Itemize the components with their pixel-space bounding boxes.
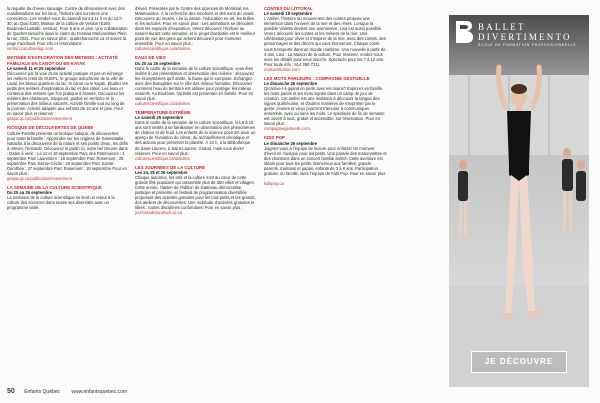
section-body: Dans le cadre de la semaine de la culture scientifique, les 6 à 10 ans sont invités à se familiariser en observation des phénomènes de chaleur et de froid. Les enfants de la science pourront avoir un aperçu de l'évolution du climat, du réchauffement climatique et des actions pour préserver la planète. À 10 h, à la Bibliothèque de Saint-Laurent, à Saint-Laurent. Gratuit, mais vous devez réserver. Pour en savoir plus : — [135, 120, 256, 156]
ballet-advertisement[interactable] — [449, 15, 589, 387]
section-semaine-culture — [7, 185, 128, 210]
section-link[interactable]: culturescientifique.ca/activites — [135, 155, 190, 161]
section-body: Joignez-vous à l'équipe de lecture pour enfants! Un moment d'éveil en musique pour les petits. Une parade des marionnettes et des chansons dans un concert familial animé. Cette aventure est idéale pour tous les petits. Bienvenue aux familles, grands-parents, mamans et papas, enfants de 3 à 8 ans. Participation gratuite, en famille, avec l'équipe de Kids Pop. Pour en savoir plus : — [264, 145, 387, 181]
section-date: Le dimanche 26 septembre — [264, 80, 318, 86]
section-date: Le samedi 25 septembre — [135, 115, 184, 121]
section-link[interactable]: kidspop.ca — [264, 181, 284, 187]
section-link[interactable]: culturescientifique.ca/activites — [135, 101, 190, 106]
section-metiers — [7, 55, 128, 121]
column-2-intro: d'éveil. Présentée par le Centre des sciences de Montréal, les Mauritanides. À la recherche des émotions et des sons du vivant. Découvrez au musée, Lire la nature, l'éducation en art, les bulles et les lectures. Pour en savoir plus : Les animations se déroulent dans les espaces d'exposition. Venez découvrir l'écriture au naturel durant cette semaine, et le projet d'activités est le meilleur point de vue des gens qui aiment découvrir pour s'amuser ensemble. Pour en savoir plus : — [135, 6, 256, 47]
section-date: Les 24, 25 et 26 septembre — [135, 169, 188, 175]
section-body: La Semaine de la culture scientifique se tient un retour à la culture des sciences dans toutes ses diversités avec un programme varié. — [7, 195, 115, 211]
section-title: MATINÉE D'EXPLORATION DES MÉTIERS : ACTIVITÉ FAMILIALE EN CANOT OU EN KAYAK — [7, 55, 118, 66]
section-body: Qu'arrive-t-il quand on parle avec les mains? Explorez en famille les mots parlés et les mots signés dans un camp de jour de création. Cet atelier est une invitation à découvrir la langue des signes québécoise, et d'autres manières de s'exprimer par le geste. Jeunes et vieux pourront s'amuser à communiquer ensemble, avec ou sans les mots. Le spectacle de fin de semaine est ouvert à tous, gratuit et accessible, sur réservation. Pour en savoir plus : — [264, 86, 385, 127]
section-contes-littoral — [264, 6, 387, 72]
column-2 — [135, 6, 256, 215]
discover-button[interactable]: JE DÉCOUVRE — [471, 351, 567, 373]
page-number: 50 — [7, 388, 15, 395]
section-date: Le dimanche 26 septembre — [264, 140, 318, 146]
section-body: L'Atelier, l'histoire du mouvement des contes propose une immersion dans l'univers de la mer et des rêves. Lorsque la paisible Violette devient une aventurière, Lisa est aussi possible. Venez découvrir les contes et les métiers de la mer. Une célébration pour rêver et s'inspirer de la mer, avec des contes, des personnages et des décors qui vous étonneront. Chaque conte vous transporte dans un monde maritime. Une nouvelle à partir de 4 ans. Lieu : La Maison de la culture. Pour réserver, rendez-vous avec les détails pour vous inscrire. Spectacle pour les 7 à 12 ans. Pour toute info : 514 280-7211 — [264, 16, 386, 67]
column-1-intro-link[interactable]: verdun.cacultureltqc.com — [7, 46, 54, 52]
column-3 — [264, 6, 387, 186]
brand-name-line1: BALLET — [478, 22, 526, 32]
column-1-intro: la requête du cheveu sauvage. Contre de dénouement avec des manifestations sur les lieux, l'histoire des sorcières une conscience. Les rendez-vous du samedi sont à 11 h et du 10 h 30, au Quai 5160, Maison de la culture de Verdun (5160, Boulevard LaSalle, Verdun). Pour 8 ans et plus. Une collaboration de Quatre'Hamoche dans le cadre du Festival Marionnettes Plein la rue, 2021. Pour en savoir plus : quatrehamoche.ca et suivez la page Facebook Pour info et réservations : — [7, 6, 128, 47]
section-date: Le samedi 11 et 25 septembre — [7, 65, 66, 71]
section-date: Du 20 au 26 septembre — [7, 190, 53, 196]
section-date: Le samedi 18 septembre — [264, 11, 313, 17]
ballet-logo-icon — [454, 19, 474, 45]
brand-name-line2: DIVERTIMENTO — [478, 32, 572, 42]
brand-tagline: ÉCOLE DE FORMATION PROFESSIONNELLE — [478, 43, 577, 47]
section-title: CONTES DU LITTORAL — [264, 6, 313, 11]
section-body: Chaque automne, les arts et la culture sont au cœur de cette grande fête populaire qui rassemble plus de 350 villes et villages. Cette année, l'atelier de l'édition de Gatineau démocratise, participe et présente un festival de programmation diversifiée proposant des activités gratuites pour les tout-petits et les grands, des ateliers de découvertes. Une multitude d'activités gratuites et libres : toutes disciplines confondues! Pour en savoir plus : — [135, 174, 256, 211]
section-link[interactable]: compagniegestuelle.com — [264, 126, 310, 132]
section-link[interactable]: journeesdelaculture.qc.ca — [135, 210, 183, 216]
section-body: Dans le cadre de la semaine de la culture scientifique, vous êtes invités à une présentation et observation des rivières : découvrez les écosystèmes qu'il abrite, la faune qui le compose. Échangez avec des biologistes sur le rôle des milieux humides. Découvrez comment l'eau du territoire est utilisée pour protéger les milieux naturels. Au Biodôme, l'activité est présentée en famille. Pour en savoir plus : — [135, 65, 255, 101]
column-1 — [7, 6, 128, 210]
ballet-photo — [449, 15, 589, 387]
section-body: Culture-Famille présente un kiosque ludique, de découvertes pour toute la famille : Apprendre sur les origines de Kanesatake, Natacha à la découverte de la nature et ses points d'eau, les défis à relever, l'entraide. Découvrez le jardin ici, votre bel Oeuvre dans : Dates à venir : Le 11 et 18 septembre Parc des Patrimoines : 4 septembre Parc Laurentien : 18 septembre Parc Rosemont : 25 septembre Parc Sainte-Cécile : 26 septembre Parc Sainte-Dorothée : 27 septembre Parc Rosemont : 19 septembre Pour en savoir plus : — [7, 130, 128, 176]
section-kids-pop — [264, 135, 387, 186]
section-kiosque — [7, 125, 128, 181]
section-title: LA SEMAINE DE LA CULTURE SCIENTIFIQUE — [7, 185, 102, 191]
section-mots-parleurs — [264, 76, 387, 132]
column-2-intro-link[interactable]: culturescientifique.ca/activites — [135, 46, 190, 52]
footer-website[interactable]: www.enfantsquebec.com — [71, 389, 128, 395]
section-title: EAUX DE VIES — [135, 55, 166, 61]
section-link[interactable]: maisonlittorale.com — [264, 66, 300, 72]
page-footer — [7, 388, 137, 395]
section-eaux-de-vies — [135, 55, 256, 106]
section-title: TEMPÉRATURE EXTRÊME — [135, 110, 191, 116]
ballet-logo — [449, 19, 589, 51]
section-link[interactable]: gaspa.qc.ca/publication/evenement — [7, 175, 72, 181]
section-body: Découvrez par la voie d'une activité pratique et par un échange les métiers réels de OUEPL, le groupe autochtone de la ville de Laval, les beaux quartiers du lac, le canot ou le kayak. Étudiez les petits des métiers d'exploration du lac et des côtes. Les lieux et contenus des métiers que l'on pratique à l'année. Découvrez les métiers des chasseurs, trappeurs, guides en territoire et la préservation des milieux naturels. Activité famille tout au long de la journée. Activité adaptée aux enfants de 10 ans et plus. Pour en savoir plus et réserver : — [7, 70, 128, 117]
section-title: LES MOTS PARLEURS : COMPAGNIE GESTUELLE — [264, 75, 370, 81]
section-title: KIDS POP — [264, 135, 285, 141]
section-temperature — [135, 110, 256, 161]
section-link[interactable]: gaspa.qc.ca/publication/evenement — [7, 116, 72, 122]
section-title: LES JOURNÉES DE LA CULTURE — [135, 164, 206, 170]
section-title: KIOSQUE DE DÉCOUVERTES DE QUEBE — [7, 125, 94, 131]
section-date: Du 20 au 26 septembre — [135, 60, 181, 66]
footer-publication: Enfants Québec — [24, 389, 61, 395]
section-journees-culture — [135, 165, 256, 216]
